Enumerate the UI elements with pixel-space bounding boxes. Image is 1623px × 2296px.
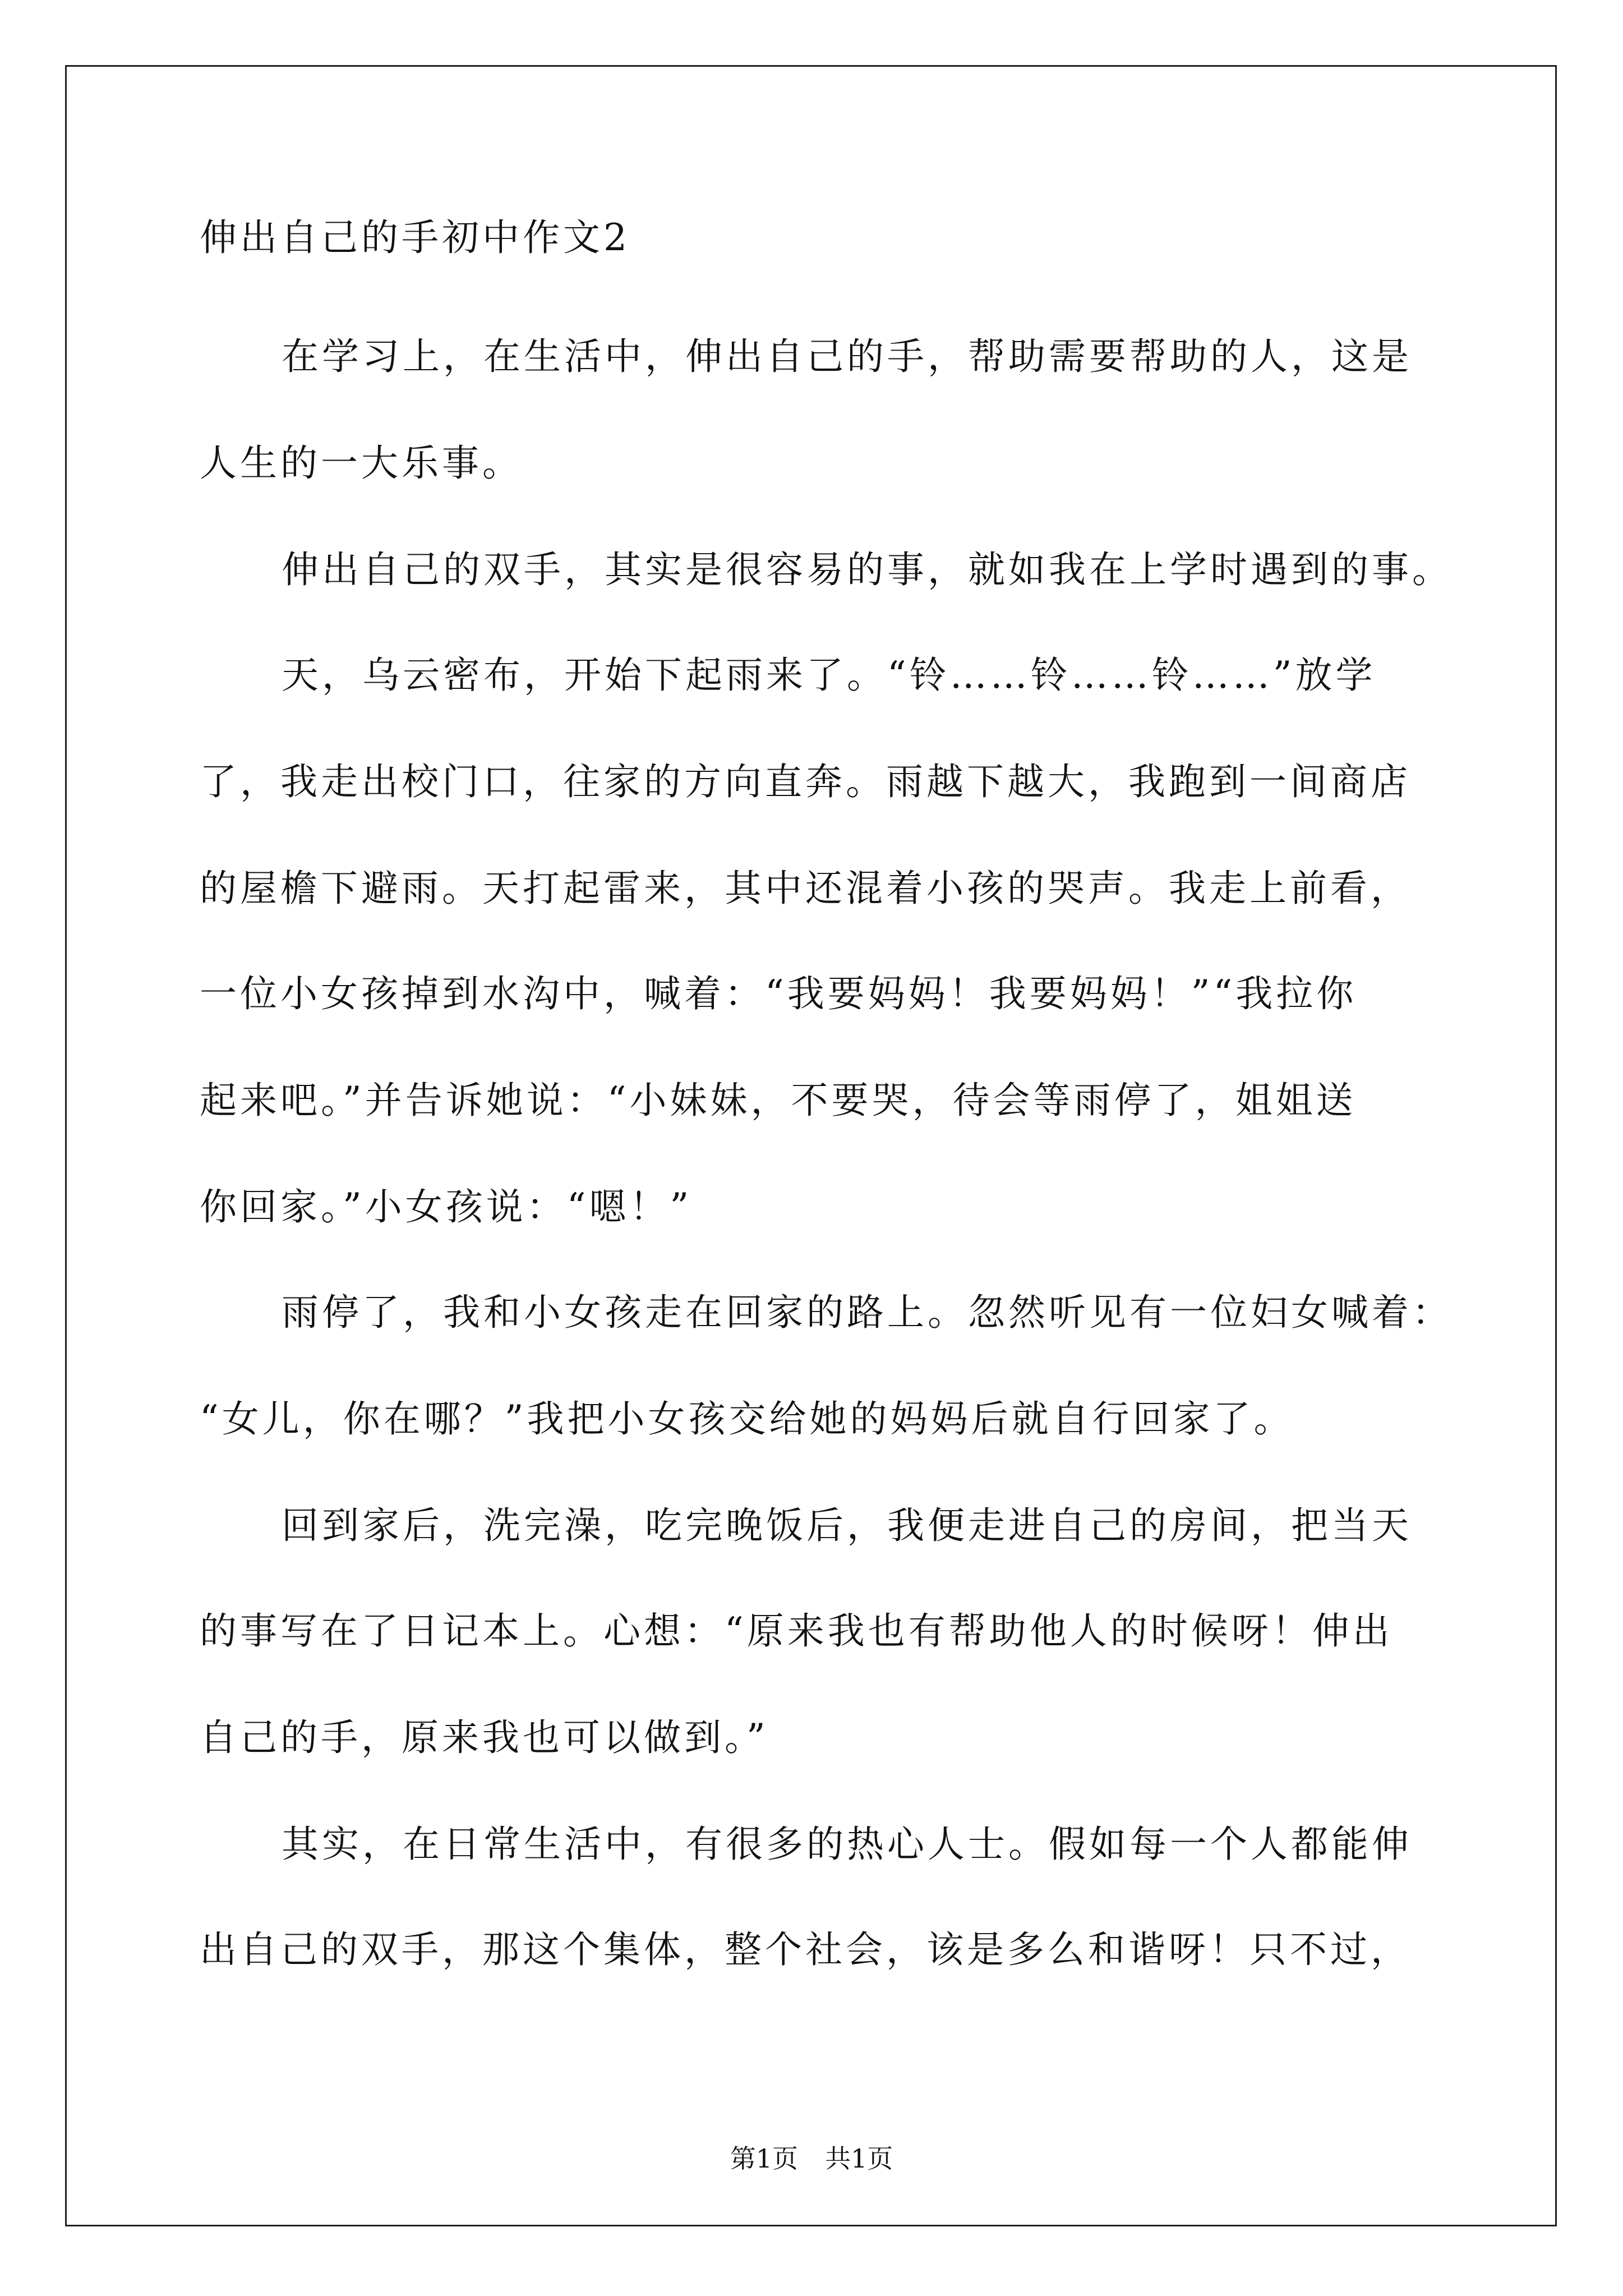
text-line: 的事写在了日记本上。心想：“原来我也有帮助他人的时候呀！伸出 <box>200 1609 1393 1653</box>
text-line: 一位小女孩掉到水沟中，喊着：“我要妈妈！我要妈妈！”“我拉你 <box>200 972 1357 1015</box>
text-line: 在学习上，在生活中，伸出自己的手，帮助需要帮助的人，这是 <box>282 335 1412 378</box>
text-line: 出自己的双手，那这个集体，整个社会，该是多么和谐呀！只不过， <box>200 1928 1411 1971</box>
text-line: 人生的一大乐事。 <box>200 441 523 485</box>
text-line: 天，乌云密布，开始下起雨来了。“铃……铃……铃……”放学 <box>282 654 1376 697</box>
page-number: 第1页 <box>730 2143 798 2174</box>
page-total: 共1页 <box>825 2143 893 2174</box>
page-footer <box>0 2143 1623 2174</box>
text-line: “女儿，你在哪？”我把小女孩交给她的妈妈后就自行回家了。 <box>200 1397 1294 1441</box>
text-line: 你回家。”小女孩说：“嗯！” <box>200 1185 693 1228</box>
text-line: 自己的手，原来我也可以做到。” <box>200 1716 769 1759</box>
text-line: 回到家后，洗完澡，吃完晚饭后，我便走进自己的房间，把当天 <box>282 1504 1412 1547</box>
text-line: 其实，在日常生活中，有很多的热心人士。假如每一个人都能伸 <box>282 1823 1412 1866</box>
page-border <box>65 65 1557 2226</box>
text-line: 伸出自己的双手，其实是很容易的事，就如我在上学时遇到的事。 <box>282 548 1453 591</box>
text-line: 起来吧。”并告诉她说：“小妹妹，不要哭，待会等雨停了，姐姐送 <box>200 1079 1357 1122</box>
text-line: 雨停了，我和小女孩走在回家的路上。忽然听见有一位妇女喊着： <box>282 1291 1453 1334</box>
document-title: 伸出自己的手初中作文2 <box>200 216 630 259</box>
text-line: 了，我走出校门口，往家的方向直奔。雨越下越大，我跑到一间商店 <box>200 760 1411 803</box>
text-line: 的屋檐下避雨。天打起雷来，其中还混着小孩的哭声。我走上前看， <box>200 867 1411 910</box>
